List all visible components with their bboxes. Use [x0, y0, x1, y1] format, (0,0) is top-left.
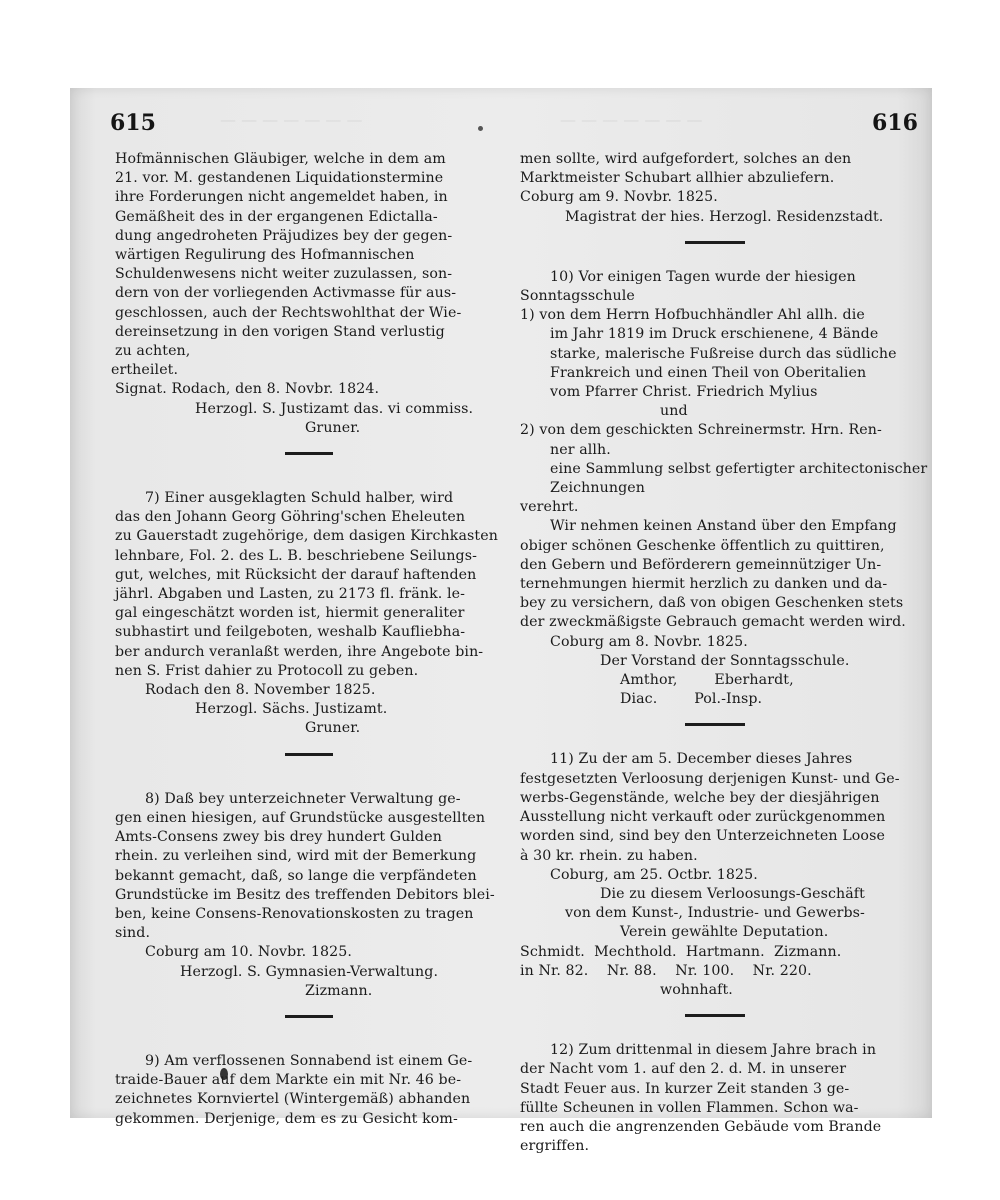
committee-line: Verein gewählte Deputation.: [620, 924, 829, 941]
page-number-right: 616: [872, 110, 918, 136]
text-line: rhein. zu verleihen sind, wird mit der Bemerkung: [115, 848, 477, 865]
text-line: Gemäßheit des in der ergangenen Edictalla-: [115, 208, 438, 225]
text-line: der zweckmäßigste Gebrauch gemacht werden wird.: [520, 614, 906, 631]
text-line: im Jahr 1819 im Druck erschienene, 4 Bände: [550, 326, 879, 343]
notice-9-continued: [520, 150, 908, 227]
notice-12: [520, 1041, 908, 1156]
text-line: Wir nehmen keinen Anstand über den Empfang: [550, 518, 897, 535]
ink-spot: [478, 126, 483, 131]
text-line: gen einen hiesigen, auf Grundstücke ausgestellten: [115, 809, 486, 826]
date-line: Coburg am 10. Novbr. 1825.: [145, 944, 352, 961]
text-line: zu Gauerstadt zugehörige, dem dasigen Kirchkasten: [115, 528, 498, 545]
text-line: traide-Bauer auf dem Markte ein mit Nr. 46 be-: [115, 1072, 462, 1089]
text-line: Hofmännischen Gläubiger, welche in dem am: [115, 151, 446, 167]
text-line: 1) von dem Herrn Hofbuchhändler Ahl allh. die: [520, 307, 865, 324]
right-column: [520, 150, 928, 1156]
text-line: werbs-Gegenstände, welche bey der diesjährigen: [520, 789, 880, 806]
text-line: gekommen. Derjenige, dem es zu Gesicht kom-: [115, 1110, 458, 1127]
text-line: verehrt.: [520, 499, 579, 516]
numbers-row: in Nr. 82. Nr. 88. Nr. 100. Nr. 220.: [520, 962, 812, 979]
text-line: Sonntagsschule: [520, 288, 635, 305]
text-line: men sollte, wird aufgefordert, solches an den: [520, 151, 852, 167]
date-line: Coburg am 8. Novbr. 1825.: [550, 633, 748, 650]
authority-line: Herzogl. Sächs. Justizamt.: [195, 701, 388, 718]
text-line: ben, keine Consens-Renovationskosten zu tragen: [115, 905, 474, 922]
date-line: Rodach den 8. November 1825.: [145, 682, 376, 699]
text-line: ren auch die angrenzenden Gebäude vom Brande: [520, 1118, 882, 1135]
text-line: obiger schönen Geschenke öffentlich zu quittiren,: [520, 537, 885, 554]
text-line: ber andurch veranlaßt werden, ihre Angebote bin-: [115, 643, 484, 660]
signer-line: Zizmann.: [305, 982, 373, 999]
text-line: Schuldenwesens nicht weiter zuzulassen, son-: [115, 266, 453, 283]
text-line: 8) Daß bey unterzeichneter Verwaltung ge-: [145, 790, 461, 807]
section-divider: [285, 753, 333, 756]
text-line: worden sind, sind bey den Unterzeichneten Loose: [520, 828, 885, 845]
authority-line: Herzogl. S. Gymnasien-Verwaltung.: [180, 963, 439, 980]
text-line: Marktmeister Schubart allhier abzuliefern.: [520, 170, 835, 187]
signer-names: Amthor, Eberhardt,: [620, 672, 794, 689]
text-line: ternehmungen hiermit herzlich zu danken und da-: [520, 576, 888, 593]
text-line: 2) von dem geschickten Schreinermstr. Hrn. Ren-: [520, 422, 882, 439]
text-line: gal eingeschätzt worden ist, hiermit generaliter: [115, 605, 465, 622]
text-line: zeichnetes Kornviertel (Wintergemäß) abhanden: [115, 1091, 471, 1108]
text-line: füllte Scheunen in vollen Flammen. Schon wa-: [520, 1099, 859, 1116]
text-line: wohnhaft.: [660, 981, 733, 998]
text-line: den Gebern und Beförderern gemeinnütziger Un-: [520, 556, 882, 573]
text-line: 12) Zum drittenmal in diesem Jahre brach in: [550, 1042, 877, 1059]
page-number-left: 615: [110, 110, 156, 136]
text-line: dung angedroheten Präjudizes bey der gegen-: [115, 227, 453, 244]
text-line: vom Pfarrer Christ. Friedrich Mylius: [550, 384, 818, 401]
notice-8: [115, 790, 500, 1001]
signer-line: Gruner.: [305, 720, 361, 737]
signer-line: Gruner.: [305, 419, 361, 436]
text-line: dereinsetzung in den vorigen Stand verlustig: [115, 323, 445, 340]
text-line: das den Johann Georg Göhring'schen Eheleuten: [115, 509, 466, 526]
committee-line: Die zu diesem Verloosungs-Geschäft: [600, 885, 865, 902]
text-line: subhastirt und feilgeboten, weshalb Kaufliebha-: [115, 624, 466, 641]
text-line: und: [660, 403, 688, 420]
notice-11: [520, 750, 908, 1000]
authority-line: Der Vorstand der Sonntagsschule.: [600, 652, 850, 669]
text-line: wärtigen Regulirung des Hofmannischen: [115, 247, 415, 264]
date-line: Coburg, am 25. Octbr. 1825.: [550, 866, 758, 883]
text-line: gut, welches, mit Rücksicht der darauf haftenden: [115, 566, 477, 583]
text-line: Stadt Feuer aus. In kurzer Zeit standen 3 ge-: [520, 1080, 850, 1097]
authority-line: Herzogl. S. Justizamt das. vi commiss.: [195, 400, 474, 417]
text-line: Frankreich und einen Theil von Oberitalien: [550, 364, 867, 381]
signer-titles: Diac. Pol.-Insp.: [620, 691, 763, 708]
text-line: festgesetzten Verloosung derjenigen Kunst- und Ge-: [520, 770, 900, 787]
text-line: zu achten,: [115, 343, 191, 360]
text-line: ergriffen.: [520, 1138, 590, 1155]
section-divider: [285, 452, 333, 455]
section-divider: [685, 1014, 745, 1017]
text-line: 10) Vor einigen Tagen wurde der hiesigen: [550, 268, 856, 285]
text-line: lehnbare, Fol. 2. des L. B. beschriebene Seilungs-: [115, 547, 478, 564]
text-line: 21. vor. M. gestandenen Liquidationstermine: [115, 170, 444, 187]
text-line: ertheilet.: [111, 362, 179, 379]
text-line: bekannt gemacht, daß, so lange die verpfändeten: [115, 867, 477, 884]
section-divider: [685, 723, 745, 726]
date-line: Signat. Rodach, den 8. Novbr. 1824.: [115, 381, 380, 398]
text-line: ihre Forderungen nicht angemeldet haben, in: [115, 189, 448, 206]
text-line: starke, malerische Fußreise durch das südliche: [550, 345, 897, 362]
section-divider: [285, 1015, 333, 1018]
section-divider: [685, 241, 745, 244]
committee-line: von dem Kunst-, Industrie- und Gewerbs-: [565, 905, 865, 922]
notice-a: [111, 150, 500, 438]
bleed-through-text-right: — — — — — — —: [560, 110, 703, 129]
date-line: Coburg am 9. Novbr. 1825.: [520, 189, 718, 206]
names-row: Schmidt. Mechthold. Hartmann. Zizmann.: [520, 943, 842, 960]
text-line: eine Sammlung selbst gefertigter architectonischer: [550, 460, 928, 477]
text-line: geschlossen, auch der Rechtswohlthat der Wie-: [115, 304, 462, 321]
text-line: 7) Einer ausgeklagten Schuld halber, wird: [145, 490, 454, 507]
text-line: dern von der vorliegenden Activmasse für aus-: [115, 285, 457, 302]
notice-10: [520, 268, 928, 710]
text-line: 11) Zu der am 5. December dieses Jahres: [550, 751, 853, 768]
text-line: der Nacht vom 1. auf den 2. d. M. in unserer: [520, 1061, 847, 1078]
text-line: 9) Am verflossenen Sonnabend ist einem Ge-: [145, 1052, 473, 1069]
authority-line: Magistrat der hies. Herzogl. Residenzstadt.: [565, 208, 884, 225]
text-line: Amts-Consens zwey bis drey hundert Gulden: [115, 829, 442, 846]
text-line: nen S. Frist dahier zu Protocoll zu geben.: [115, 662, 419, 679]
text-line: Zeichnungen: [550, 480, 646, 497]
text-line: sind.: [115, 925, 151, 942]
text-line: à 30 kr. rhein. zu haben.: [520, 847, 698, 864]
text-line: Grundstücke im Besitz des treffenden Debitors blei-: [115, 886, 495, 903]
bleed-through-text-left: — — — — — — —: [220, 110, 363, 129]
notice-7: [115, 489, 500, 739]
text-line: jährl. Abgaben und Lasten, zu 2173 fl. fränk. le-: [115, 586, 466, 603]
text-line: bey zu versichern, daß von obigen Geschenken stets: [520, 595, 904, 612]
text-line: Ausstellung nicht verkauft oder zurückgenommen: [520, 809, 886, 826]
notice-9: [115, 1052, 500, 1129]
text-line: ner allh.: [550, 441, 611, 458]
left-column: [111, 150, 500, 1129]
